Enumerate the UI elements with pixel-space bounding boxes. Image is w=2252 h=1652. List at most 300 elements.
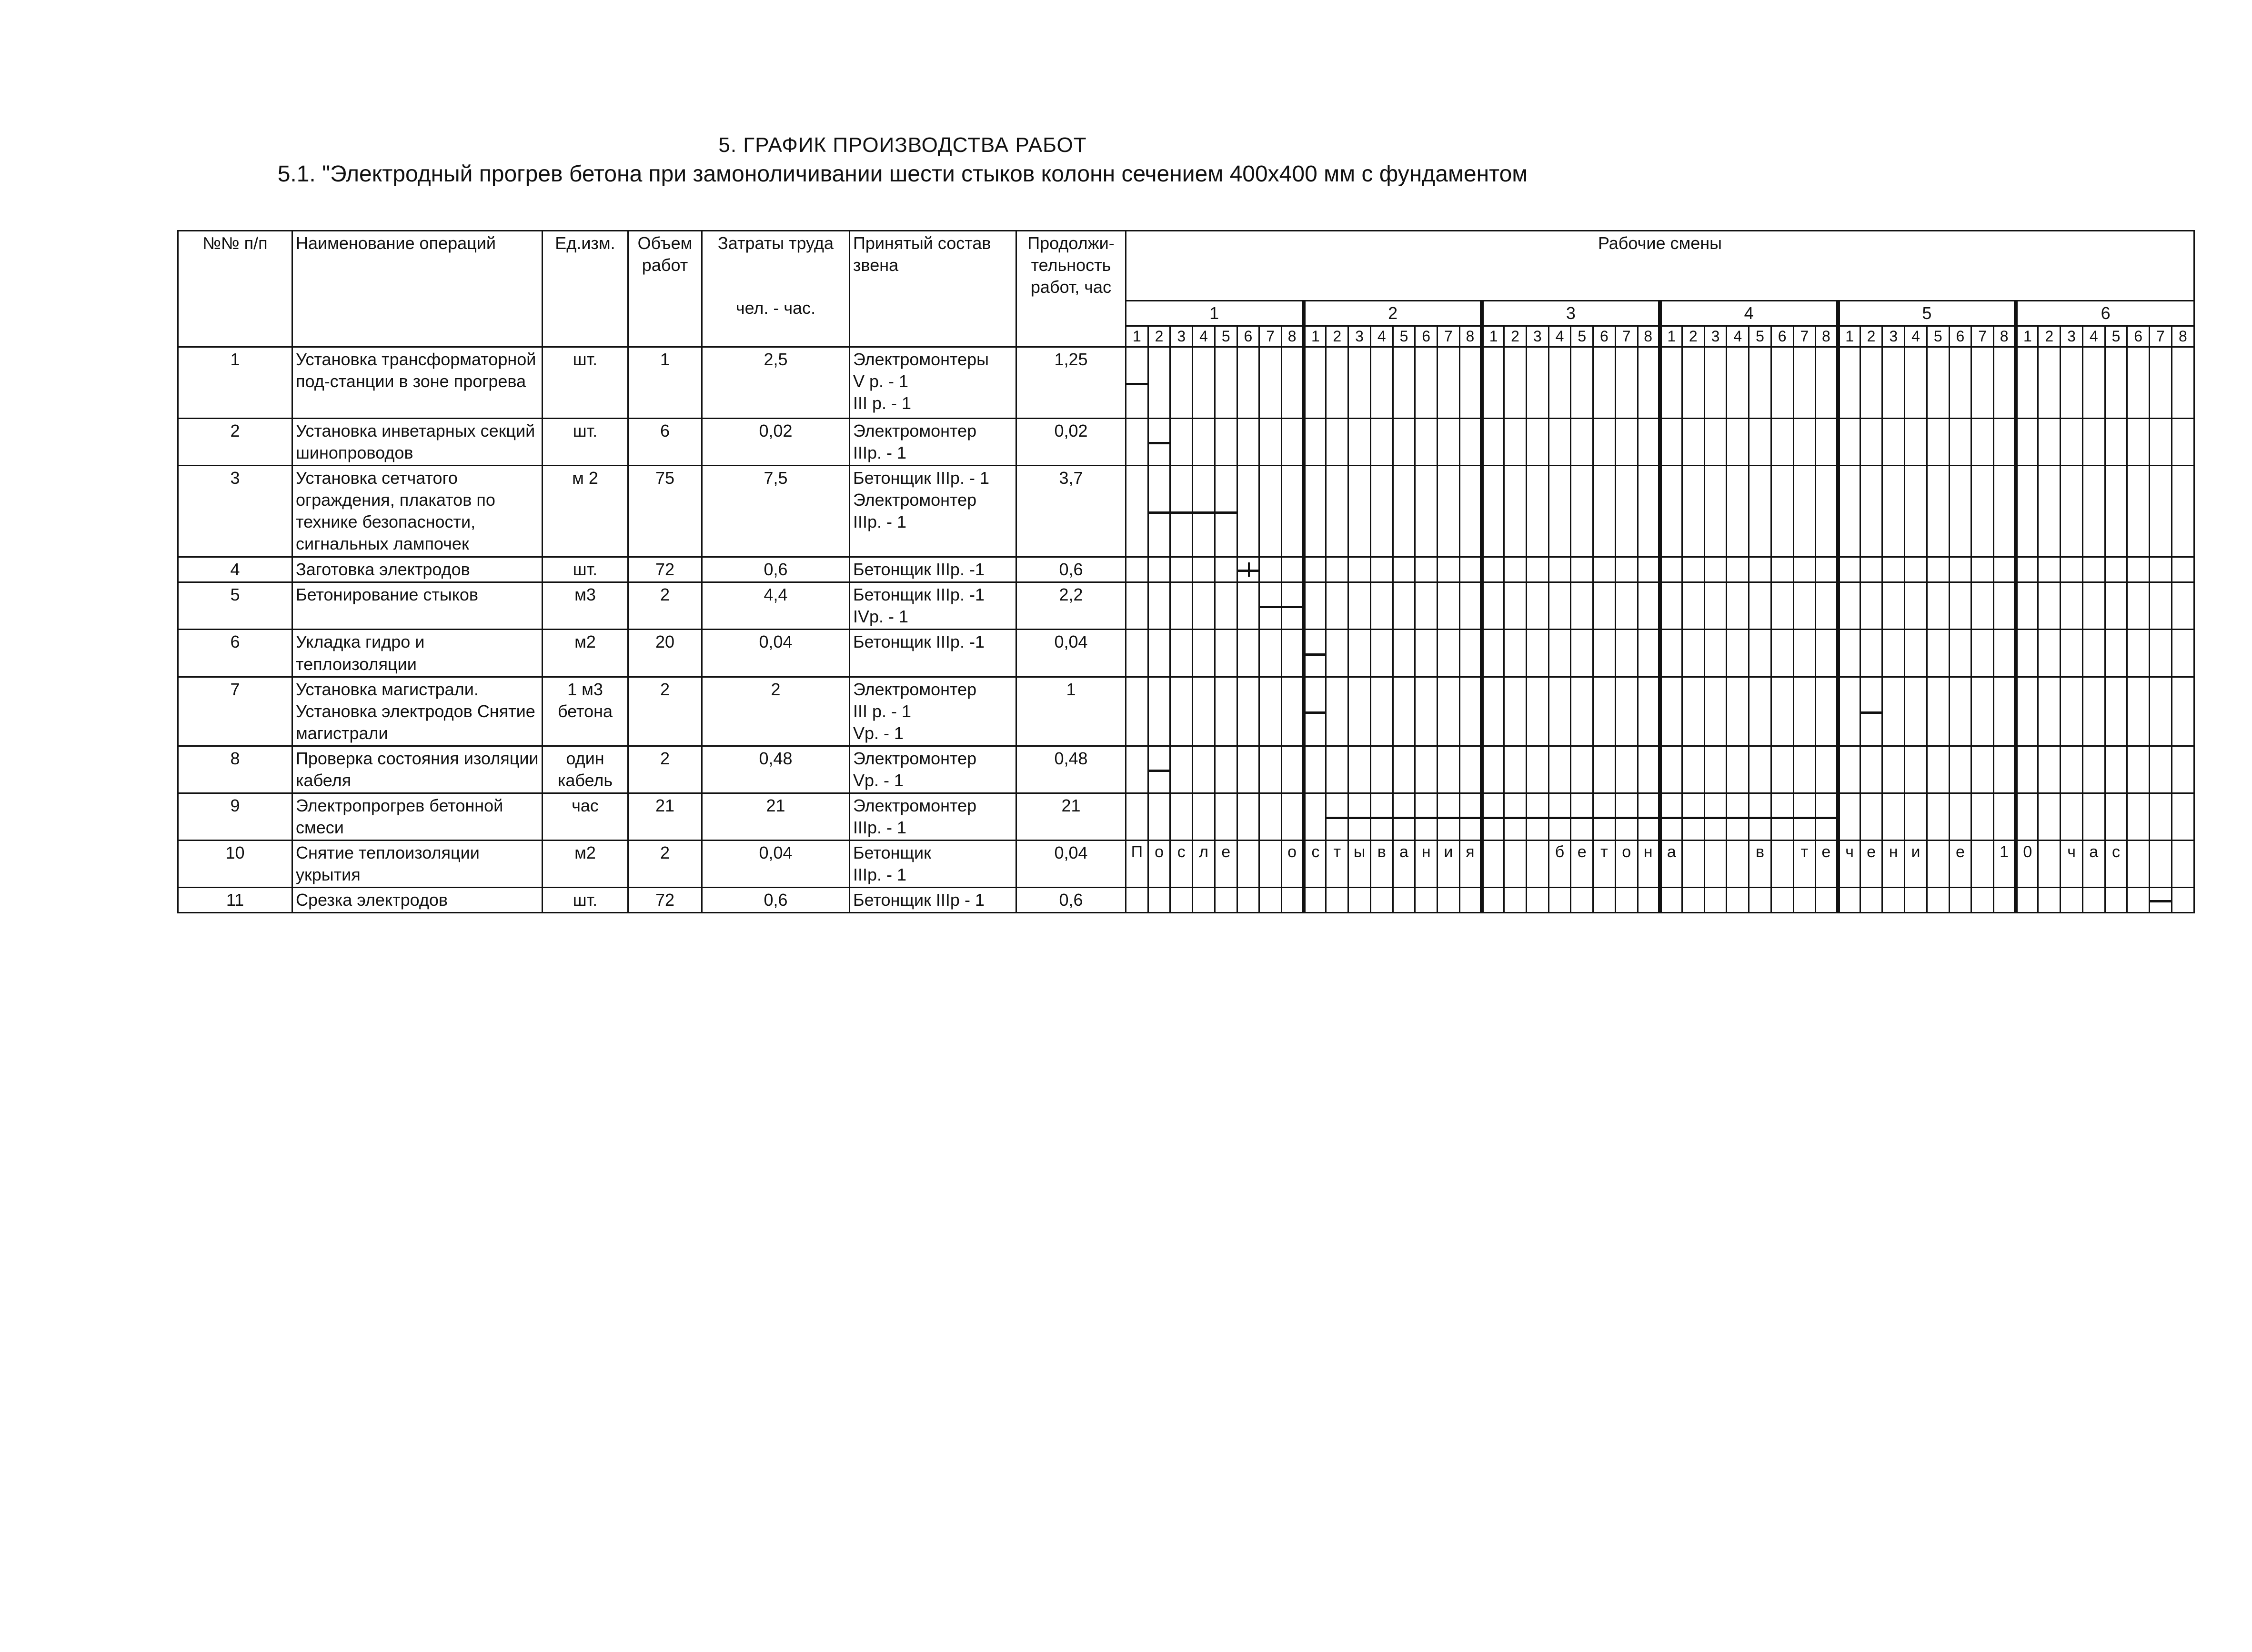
gantt-cell: [1526, 746, 1548, 793]
crew-composition: [850, 793, 1016, 840]
gantt-cell: [1816, 793, 1838, 840]
gantt-cell: [1882, 582, 1905, 630]
hour-number: 4: [1905, 326, 1927, 347]
gantt-cell: [2016, 419, 2038, 466]
hour-number: 5: [2105, 326, 2127, 347]
crew-line: V р. - 1: [853, 371, 909, 391]
gantt-cell: [2172, 630, 2194, 677]
gantt-bar: [1216, 511, 1237, 514]
gantt-cell: [1638, 746, 1660, 793]
crew-line: IIIр. - 1: [853, 865, 907, 885]
gantt-bar: [1816, 817, 1836, 819]
gantt-cell: [1927, 466, 1949, 557]
gantt-cell: [1882, 888, 1905, 913]
gantt-cell: [1749, 582, 1771, 630]
gantt-cell: [2038, 419, 2061, 466]
hour-number: 7: [1615, 326, 1638, 347]
gantt-cell: [1905, 841, 1927, 888]
gantt-bar: [1705, 817, 1726, 819]
header-labor-title: Затраты труда: [717, 233, 834, 253]
gantt-cell: [1905, 888, 1927, 913]
gantt-cell: [1348, 677, 1371, 746]
gantt-cell: [2105, 746, 2127, 793]
gantt-cell: [1282, 793, 1304, 840]
header-duration: Продолжи- тельность работ, час: [1016, 231, 1126, 347]
gantt-cell: [2038, 746, 2061, 793]
crew-line: Бетонщик IIIр - 1: [853, 890, 985, 910]
gantt-cell: [1126, 793, 1148, 840]
row-number: 3: [178, 466, 292, 557]
gantt-cell: [1259, 677, 1282, 746]
hour-number: 3: [1704, 326, 1727, 347]
crew-line: Бетонщик IIIр. - 1: [853, 468, 989, 488]
gantt-cell: [1593, 746, 1616, 793]
hour-number: 1: [1126, 326, 1148, 347]
gantt-cell: [1971, 888, 1994, 913]
gantt-cell: [1415, 466, 1438, 557]
note-letter: 1: [2000, 843, 2009, 861]
gantt-cell: [1370, 466, 1393, 557]
gantt-cell: [1215, 746, 1237, 793]
gantt-cell: [1882, 746, 1905, 793]
gantt-cell: [2016, 630, 2038, 677]
gantt-bar: [1260, 606, 1281, 608]
work-volume: 2: [628, 841, 702, 888]
gantt-cell: [1905, 347, 1927, 419]
gantt-cell: [1860, 582, 1882, 630]
gantt-cell: [2172, 582, 2194, 630]
gantt-cell: [1949, 419, 1971, 466]
gantt-cell: [1860, 888, 1882, 913]
gantt-cell: [1482, 630, 1504, 677]
gantt-cell: [1771, 557, 1793, 582]
gantt-cell: [1215, 841, 1237, 888]
gantt-bar: [1683, 817, 1704, 819]
crew-line: Бетонщик IIIр. -1: [853, 585, 985, 605]
duration: 21: [1016, 793, 1126, 840]
gantt-cell: [1971, 419, 1994, 466]
gantt-cell: [2172, 557, 2194, 582]
gantt-cell: [1193, 630, 1215, 677]
gantt-cell: [2082, 841, 2105, 888]
gantt-cell: [2082, 677, 2105, 746]
gantt-cell: [1838, 466, 1860, 557]
gantt-cell: [1793, 746, 1816, 793]
crew-line: III р. - 1: [853, 393, 912, 413]
hour-number: 4: [1727, 326, 1749, 347]
note-letter: е: [1221, 843, 1231, 861]
gantt-cell: [1304, 677, 1326, 746]
note-letter: с: [2111, 843, 2120, 861]
crew-line: Vр. - 1: [853, 770, 904, 790]
gantt-cell: [1504, 582, 1527, 630]
gantt-cell: [1882, 466, 1905, 557]
gantt-cell: [1482, 582, 1504, 630]
gantt-cell: [1615, 419, 1638, 466]
gantt-cell: [1882, 793, 1905, 840]
gantt-cell: [2172, 746, 2194, 793]
gantt-cell: [2016, 557, 2038, 582]
gantt-cell: [1971, 630, 1994, 677]
gantt-cell: [1193, 793, 1215, 840]
gantt-cell: [1326, 630, 1348, 677]
hour-number: 1: [2016, 326, 2038, 347]
gantt-cell: [1793, 630, 1816, 677]
gantt-cell: [1682, 347, 1704, 419]
gantt-cell: [1170, 746, 1193, 793]
gantt-cell: [1994, 841, 2016, 888]
gantt-cell: [1949, 557, 1971, 582]
header-crew: Принятый состав звена: [850, 231, 1016, 347]
gantt-cell: [1682, 557, 1704, 582]
gantt-bar: [1171, 511, 1192, 514]
gantt-cell: [1816, 582, 1838, 630]
gantt-cell: [1548, 466, 1571, 557]
gantt-cell: [1282, 888, 1304, 913]
gantt-cell: [1215, 347, 1237, 419]
gantt-cell: [2172, 888, 2194, 913]
unit-of-measure: один кабель: [543, 746, 628, 793]
gantt-cell: [1571, 557, 1593, 582]
gantt-cell: [1326, 677, 1348, 746]
gantt-cell: [2038, 582, 2061, 630]
gantt-cell: [1348, 888, 1371, 913]
gantt-cell: [1994, 746, 2016, 793]
gantt-cell: [2061, 466, 2083, 557]
gantt-cell: [1882, 419, 1905, 466]
gantt-cell: [1504, 793, 1527, 840]
gantt-cell: [1504, 630, 1527, 677]
gantt-cell: [1727, 466, 1749, 557]
gantt-cell: [2127, 582, 2150, 630]
gantt-cell: [1860, 630, 1882, 677]
gantt-cell: [1548, 630, 1571, 677]
gantt-cell: [1526, 888, 1548, 913]
hour-number: 6: [2127, 326, 2150, 347]
gantt-cell: [1771, 419, 1793, 466]
gantt-cell: [1571, 746, 1593, 793]
gantt-cell: [1593, 582, 1616, 630]
gantt-cell: [1170, 677, 1193, 746]
gantt-cell: [1459, 841, 1482, 888]
operation-name: Установка трансформаторной под-станции в зоне прогрева: [292, 347, 543, 419]
gantt-bar: [1727, 817, 1748, 819]
gantt-cell: [1282, 582, 1304, 630]
gantt-cell: [1170, 888, 1193, 913]
gantt-bar: [1484, 817, 1503, 819]
gantt-cell: [1727, 419, 1749, 466]
gantt-cell: [2150, 557, 2172, 582]
gantt-cell: [1593, 419, 1616, 466]
gantt-bar: [1460, 817, 1480, 819]
note-letter: я: [1466, 843, 1475, 861]
gantt-cell: [1438, 677, 1460, 746]
gantt-cell: [1593, 466, 1616, 557]
gantt-cell: [1438, 347, 1460, 419]
gantt-cell: [1638, 793, 1660, 840]
gantt-cell: [2038, 466, 2061, 557]
gantt-cell: [1682, 419, 1704, 466]
unit-of-measure: шт.: [543, 888, 628, 913]
gantt-cell: [1949, 841, 1971, 888]
gantt-cell: [1793, 793, 1816, 840]
crew-line: IIIр. - 1: [853, 443, 907, 463]
gantt-cell: [1215, 582, 1237, 630]
gantt-cell: [1415, 347, 1438, 419]
gantt-cell: [1148, 841, 1170, 888]
gantt-cell: [1971, 746, 1994, 793]
hour-number: 5: [1571, 326, 1593, 347]
gantt-cell: [1348, 746, 1371, 793]
header-num: №№ п/п: [178, 231, 292, 347]
gantt-cell: [1571, 419, 1593, 466]
gantt-cell: [1370, 419, 1393, 466]
duration: 1,25: [1016, 347, 1126, 419]
gantt-cell: [1615, 466, 1638, 557]
crew-composition: [850, 419, 1016, 466]
gantt-cell: [2127, 419, 2150, 466]
duration: 0,48: [1016, 746, 1126, 793]
gantt-cell: [1749, 466, 1771, 557]
gantt-cell: [2082, 746, 2105, 793]
gantt-cell: [2127, 347, 2150, 419]
gantt-cell: [1526, 347, 1548, 419]
gantt-bar: [1571, 817, 1592, 819]
gantt-cell: [1682, 677, 1704, 746]
gantt-cell: [1370, 630, 1393, 677]
crew-composition: [850, 677, 1016, 746]
gantt-cell: [2105, 630, 2127, 677]
gantt-cell: [1749, 746, 1771, 793]
hour-number: 6: [1949, 326, 1971, 347]
gantt-cell: [1860, 419, 1882, 466]
shift-number: 6: [2016, 301, 2194, 326]
crew-line: Электромонтер: [853, 679, 977, 699]
gantt-bar: [1349, 817, 1370, 819]
gantt-cell: [2016, 746, 2038, 793]
gantt-cell: [1170, 347, 1193, 419]
gantt-cell: [1660, 888, 1682, 913]
hour-number: 3: [1170, 326, 1193, 347]
gantt-cell: [1660, 419, 1682, 466]
gantt-cell: [1838, 888, 1860, 913]
work-volume: 20: [628, 630, 702, 677]
gantt-cell: [1393, 347, 1415, 419]
row-number: 1: [178, 347, 292, 419]
gantt-bar: [1639, 817, 1658, 819]
note-letter: т: [1600, 843, 1608, 861]
gantt-cell: [1415, 841, 1438, 888]
gantt-cell: [1593, 841, 1616, 888]
gantt-cell: [1905, 746, 1927, 793]
row-number: 10: [178, 841, 292, 888]
unit-of-measure: м 2: [543, 466, 628, 557]
gantt-cell: [1326, 841, 1348, 888]
note-letter: б: [1555, 843, 1565, 861]
gantt-cell: [1438, 582, 1460, 630]
work-volume: 2: [628, 582, 702, 630]
gantt-cell: [1882, 677, 1905, 746]
gantt-cell: [1504, 888, 1527, 913]
gantt-cell: [1771, 677, 1793, 746]
note-letter: н: [1889, 843, 1898, 861]
gantt-cell: [1193, 419, 1215, 466]
gantt-cell: [1126, 841, 1148, 888]
header-work-shifts: Рабочие смены: [1126, 231, 2194, 301]
gantt-cell: [1638, 466, 1660, 557]
hour-number: 1: [1838, 326, 1860, 347]
gantt-cell: [1905, 557, 1927, 582]
gantt-cell: [1660, 841, 1682, 888]
gantt-cell: [2127, 888, 2150, 913]
operation-name: Проверка состояния изоляции кабеля: [292, 746, 543, 793]
hour-number: 7: [2150, 326, 2172, 347]
gantt-cell: [1949, 630, 1971, 677]
gantt-cell: [1971, 347, 1994, 419]
hour-number: 8: [1282, 326, 1304, 347]
note-letter: т: [1800, 843, 1809, 861]
gantt-cell: [1348, 841, 1371, 888]
gantt-cell: [1415, 557, 1438, 582]
gantt-cell: [1882, 841, 1905, 888]
gantt-cell: [1638, 677, 1660, 746]
note-letter: а: [1399, 843, 1408, 861]
gantt-cell: [1482, 746, 1504, 793]
gantt-cell: [1927, 419, 1949, 466]
hour-number: 2: [1504, 326, 1527, 347]
gantt-cell: [1326, 582, 1348, 630]
gantt-cell: [1348, 347, 1371, 419]
gantt-cell: [1326, 746, 1348, 793]
crew-composition: [850, 557, 1016, 582]
gantt-cell: [1704, 582, 1727, 630]
gantt-cell: [1704, 466, 1727, 557]
gantt-cell: [1860, 746, 1882, 793]
gantt-cell: [1771, 793, 1793, 840]
hour-number: 7: [1971, 326, 1994, 347]
gantt-cell: [1793, 466, 1816, 557]
gantt-cell: [2038, 841, 2061, 888]
gantt-cell: [2150, 630, 2172, 677]
gantt-cell: [1193, 888, 1215, 913]
hour-number: 5: [1215, 326, 1237, 347]
gantt-cell: [1415, 888, 1438, 913]
gantt-cell: [1660, 582, 1682, 630]
document-title: 5. ГРАФИК ПРОИЗВОДСТВА РАБОТ: [718, 133, 1087, 157]
gantt-cell: [1370, 793, 1393, 840]
gantt-cell: [1638, 888, 1660, 913]
gantt-cell: [1348, 582, 1371, 630]
gantt-cell: [1304, 746, 1326, 793]
row-number: 4: [178, 557, 292, 582]
gantt-cell: [1971, 557, 1994, 582]
operation-name: Установка сетчатого ограждения, плакатов по технике безопасности, сигнальных лампочек: [292, 466, 543, 557]
gantt-cell: [1393, 630, 1415, 677]
gantt-cell: [1749, 677, 1771, 746]
gantt-cell: [1526, 419, 1548, 466]
gantt-bar: [1149, 770, 1170, 772]
note-letter: в: [1755, 843, 1765, 861]
gantt-cell: [1282, 557, 1304, 582]
note-letter: ч: [1845, 843, 1854, 861]
gantt-cell: [1660, 557, 1682, 582]
gantt-bar: [1193, 511, 1214, 514]
crew-line: Бетонщик IIIр. -1: [853, 560, 985, 580]
gantt-cell: [2082, 557, 2105, 582]
gantt-cell: [1459, 419, 1482, 466]
gantt-cell: [1571, 793, 1593, 840]
gantt-cell: [1838, 582, 1860, 630]
gantt-cell: [1638, 347, 1660, 419]
header-unit: Ед.изм.: [543, 231, 628, 347]
crew-composition: [850, 746, 1016, 793]
crew-line: III р. - 1: [853, 701, 912, 721]
gantt-cell: [1571, 582, 1593, 630]
operation-name: Электропрогрев бетонной смеси: [292, 793, 543, 840]
gantt-cell: [1237, 557, 1259, 582]
document-subtitle: 5.1. "Электродный прогрев бетона при замоноличивании шести стыков колонн сечением 400х400 мм с фундаментом: [277, 161, 1528, 187]
hour-number: 1: [1482, 326, 1504, 347]
gantt-cell: [1949, 793, 1971, 840]
gantt-bar: [1306, 653, 1325, 656]
gantt-cell: [1326, 888, 1348, 913]
gantt-cell: [2016, 347, 2038, 419]
gantt-cell: [1749, 841, 1771, 888]
gantt-cell: [1949, 888, 1971, 913]
duration: 0,6: [1016, 888, 1126, 913]
labor-cost: 0,02: [702, 419, 850, 466]
gantt-cell: [1148, 347, 1170, 419]
gantt-cell: [1504, 466, 1527, 557]
gantt-cell: [1771, 746, 1793, 793]
gantt-cell: [1660, 347, 1682, 419]
gantt-cell: [1682, 630, 1704, 677]
operation-name: Установка инветарных секций шинопроводов: [292, 419, 543, 466]
unit-of-measure: шт.: [543, 347, 628, 419]
gantt-cell: [1259, 888, 1282, 913]
gantt-cell: [1727, 677, 1749, 746]
crew-line: IVр. - 1: [853, 607, 909, 627]
gantt-cell: [1860, 793, 1882, 840]
gantt-bar: [1616, 817, 1637, 819]
gantt-cell: [1994, 419, 2016, 466]
gantt-cell: [1615, 793, 1638, 840]
gantt-cell: [1393, 466, 1415, 557]
gantt-bar: [1505, 817, 1526, 819]
gantt-cell: [1393, 746, 1415, 793]
gantt-cell: [2105, 419, 2127, 466]
gantt-cell: [1415, 419, 1438, 466]
gantt-cell: [1994, 557, 2016, 582]
hour-number: 3: [1348, 326, 1371, 347]
gantt-cell: [1905, 419, 1927, 466]
gantt-cell: [1370, 841, 1393, 888]
gantt-cell: [2172, 793, 2194, 840]
gantt-cell: [1548, 347, 1571, 419]
gantt-cell: [1927, 746, 1949, 793]
gantt-cell: [2105, 347, 2127, 419]
gantt-cell: [1148, 630, 1170, 677]
gantt-cell: [1348, 419, 1371, 466]
gantt-cell: [2150, 841, 2172, 888]
gantt-cell: [1949, 582, 1971, 630]
gantt-cell: [1615, 557, 1638, 582]
gantt-cell: [1660, 793, 1682, 840]
gantt-cell: [1816, 888, 1838, 913]
gantt-cell: [2016, 793, 2038, 840]
hour-number: 4: [1548, 326, 1571, 347]
gantt-cell: [1438, 419, 1460, 466]
